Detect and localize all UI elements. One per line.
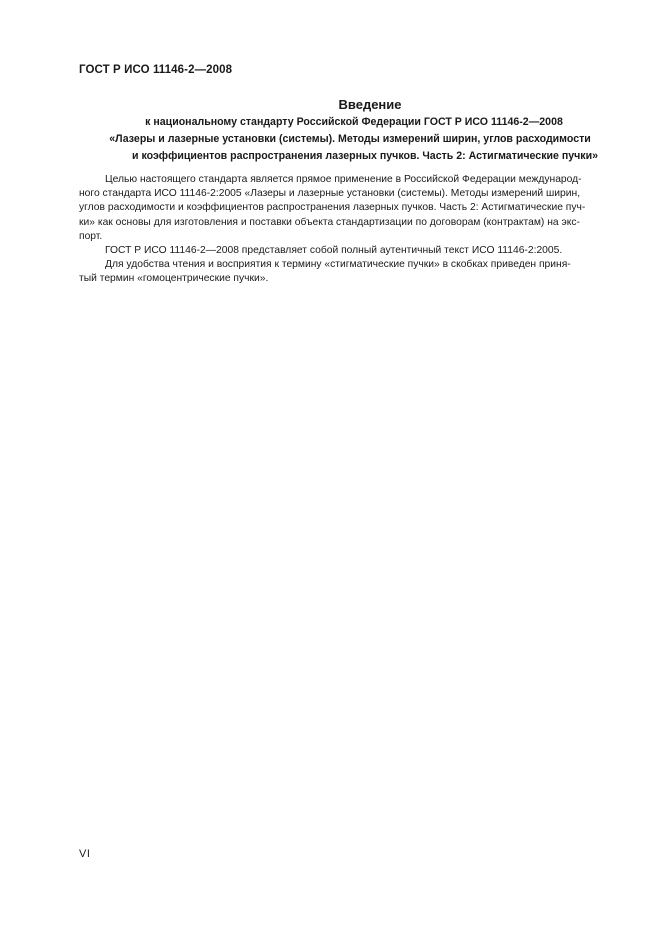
paragraph-line: порт.: [79, 230, 103, 242]
running-header: ГОСТ Р ИСО 11146-2—2008: [79, 64, 233, 76]
paragraph-line: Целью настоящего стандарта является прямое применение в Российской Федерации международ-: [105, 174, 582, 185]
page-number: VI: [79, 848, 91, 860]
introduction-title-block: [60, 96, 640, 165]
subtitle-line: и коэффициентов распространения лазерных пучков. Часть 2: Астигматические пучки»: [132, 150, 598, 162]
paragraph-line: ного стандарта ИСО 11146-2:2005 «Лазеры и лазерные установки (системы). Методы измерений ширин,: [79, 188, 581, 200]
subtitle-line: к национальному стандарту Российской Федерации ГОСТ Р ИСО 11146-2—2008: [145, 116, 563, 128]
section-title: Введение: [338, 97, 402, 112]
subtitle-line: «Лазеры и лазерные установки (системы). Методы измерений ширин, углов расходимости: [109, 133, 591, 145]
paragraph-line: ки» как основы для изготовления и поставки объекта стандартизации по договорам (контрактам) на экс-: [79, 216, 580, 228]
paragraph-line: углов расходимости и коэффициентов распространения лазерных пучков. Часть 2: Астигматические пуч-: [79, 202, 586, 214]
paragraph-line: ГОСТ Р ИСО 11146-2—2008 представляет собой полный аутентичный текст ИСО 11146-2:2005.: [105, 245, 563, 257]
paragraph-line: тый термин «гомоцентрические пучки».: [79, 273, 269, 285]
introduction-body: [79, 173, 610, 287]
paragraph-line: Для удобства чтения и восприятия к термину «стигматические пучки» в скобках приведен приня-: [105, 259, 571, 271]
